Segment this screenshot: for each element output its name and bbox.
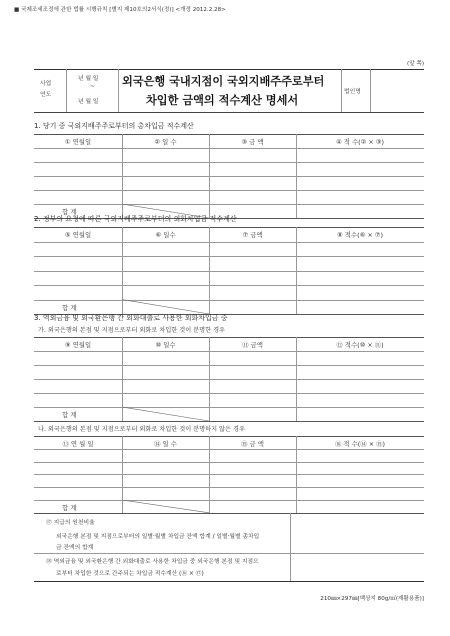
note18-line2: 로부터 차입한 것으로 간주되는 차입금 적수계산 (⑯ × ⑰) [56,571,204,577]
section3a-column-header: ⑪ 금액 [242,341,263,349]
section3-sub-a: 가. 외국은행의 본점 및 지점으로부터 외화로 차입한 것이 분명한 경우 [38,327,226,334]
section3a-column-header: ⑫ 적수(⑩ × ⑪) [336,341,384,349]
page-side-label: (앞 쪽) [407,61,424,67]
section2-column-header: ⑥ 일수 [155,231,176,239]
form-reference: ■ 국제조세조정에 관한 법률 시행규칙 [별지 제10호의2서식(정)] <개정 2012.2.28> [14,7,226,13]
section1-total-label: 합 계 [62,208,77,216]
section2-column-header: ⑤ 연월일 [64,231,92,239]
period-tilde: ~ [90,84,95,90]
section3b-column-header: ⑮ 금 액 [241,440,264,448]
period-start-date[interactable]: 년 월 일 [78,76,99,82]
note17-line1: 외국은행 본점 및 지점으로부터의 일별·월별 차입금 잔액 합계 / 일별·월별 총차입 [56,534,260,540]
section2-column-header: ⑦ 금액 [242,231,263,239]
section3a-column-header: ⑩ 일수 [155,341,176,349]
section2-column-header: ⑧ 적수(⑥ × ⑦) [337,231,383,239]
section2-heading: 2. 정부의 요청에 따른 국외지배주주로부터의 외화차입금 적수계산 [34,215,237,223]
section3b-column-header: ⑭ 일 수 [154,440,177,448]
form-title-line2: 차입한 금액의 적수계산 명세서 [146,94,299,107]
section2-total-label: 합 계 [62,303,77,312]
notes-top-border [34,513,424,514]
form-title-line1: 외국은행 국내지점이 국외지배주주로부터 [122,75,325,88]
section3b-column-header: ⑯ 적 수(⑭ × ⑮) [335,440,385,448]
paper-spec: 210㎜×297㎜[백상지 80g/㎡(재활용품)] [320,596,424,602]
section3b-column-header: ⑬ 연 월 일 [62,440,94,448]
note17-line2: 금 잔액의 합계 [56,545,94,551]
section1-column-header: ③ 금 액 [241,138,264,146]
section1-column-header: ② 일 수 [154,138,177,146]
section1-column-header: ④ 적 수(② × ③) [335,138,384,146]
notes-separator [34,553,424,554]
section3a-total-label: 합 계 [62,411,77,419]
section3b-total-label: 합 계 [62,504,77,512]
section3-heading: 3. 역외금융 및 외국환은행 간 외화대출로 사용한 외화차입금 중 [34,314,228,322]
section1-heading: 1. 당기 중 국외지배주주로부터의 총차입금 적수계산 [34,122,194,130]
section3a-column-header: ⑨ 연월일 [64,341,92,349]
fiscal-year-label-2: 연도 [40,92,52,98]
note17-title: ⑰ 지급의 원천비율 [46,520,95,526]
corp-name-label: 법인명 [344,89,361,95]
section3-sub-b: 나. 외국은행의 본점 및 지점으로부터 외화로 차입한 것이 분명하지 않은 경우 [38,426,245,433]
bottom-border [34,581,424,582]
period-end-date[interactable]: 년 월 일 [78,99,99,105]
note18-line1: ⑱ 역외금융 및 외국환은행 간 외화대출로 사용한 차입금 중 외국은행 본점 및 지점으 [46,559,259,565]
section1-column-header: ① 연월일 [64,138,92,146]
fiscal-year-label-1: 사업 [40,81,52,87]
notes-divider [290,513,291,581]
